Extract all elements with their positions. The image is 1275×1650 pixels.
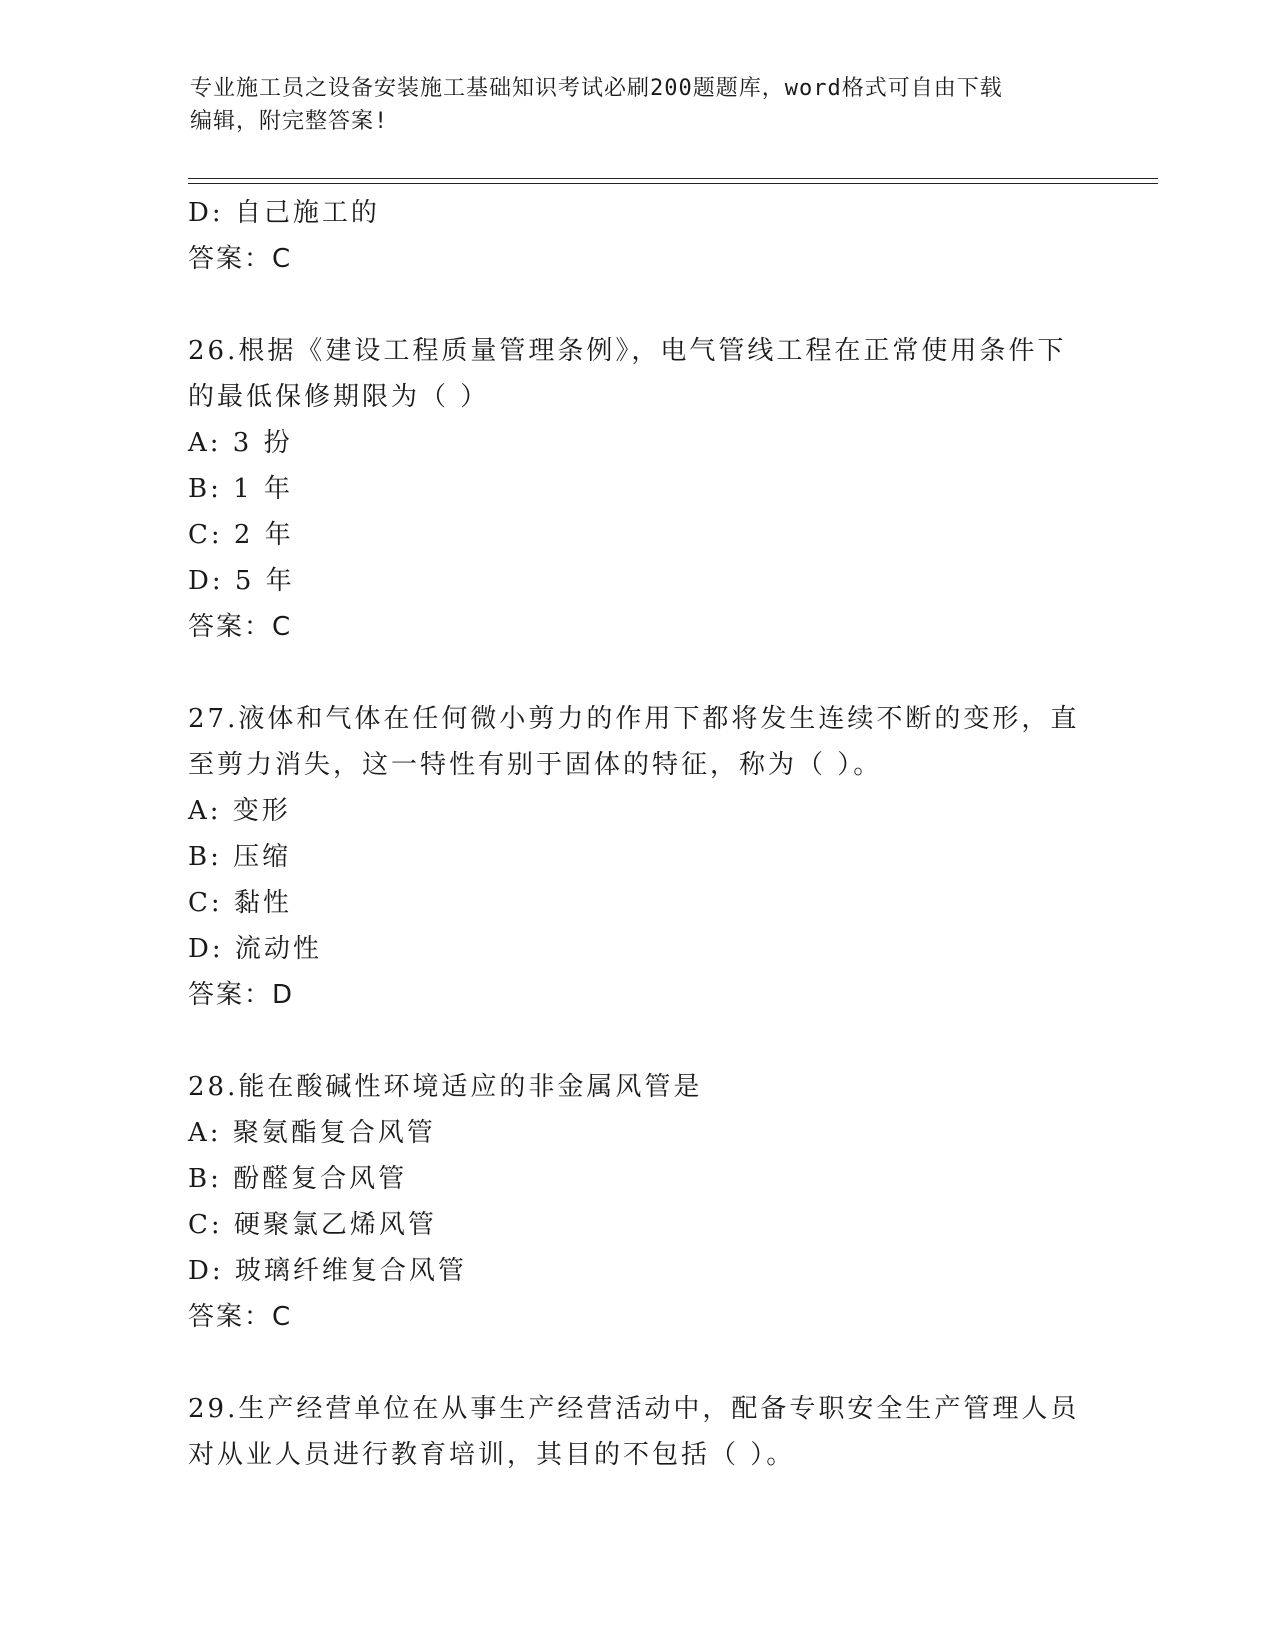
option-b: B: 压缩 [188, 842, 292, 872]
option-c: C: 黏性 [188, 888, 292, 918]
option-d: D: 流动性 [188, 934, 322, 964]
answer-line: 答案：C [188, 1302, 293, 1332]
question-text-line-1: 27.液体和气体在任何微小剪力的作用下都将发生连续不断的变形，直 [188, 704, 1080, 734]
answer-line: 答案：D [188, 980, 295, 1010]
option-a: A: 3 扮 [188, 428, 293, 458]
option-c: C: 2 年 [188, 520, 294, 550]
option-b: B: 酚醛复合风管 [188, 1164, 408, 1194]
question-text-line-2: 至剪力消失，这一特性有别于固体的特征，称为（ ）。 [188, 750, 883, 780]
option-d: D: 自己施工的 [188, 198, 380, 228]
question-text-line-1: 26.根据《建设工程质量管理条例》，电气管线工程在正常使用条件下 [188, 336, 1067, 366]
previous-question-tail [188, 190, 1088, 282]
option-a: A: 聚氨酯复合风管 [188, 1118, 436, 1148]
header-title-line-1: 专业施工员之设备安装施工基础知识考试必刷200题题库，word格式可自由下载 [190, 76, 1003, 101]
question-text-line-1: 29.生产经营单位在从事生产经营活动中，配备专职安全生产管理人员 [188, 1394, 1080, 1424]
option-d: D: 玻璃纤维复合风管 [188, 1256, 467, 1286]
option-d: D: 5 年 [188, 566, 295, 596]
option-c: C: 硬聚氯乙烯风管 [188, 1210, 437, 1240]
question-text-line-1: 28.能在酸碱性环境适应的非金属风管是 [188, 1072, 703, 1102]
header-divider-bottom [188, 183, 1158, 184]
question-26 [188, 328, 1088, 650]
header-divider-top [188, 178, 1158, 179]
answer-line: 答案：C [188, 612, 293, 642]
document-body [188, 190, 1088, 1478]
question-text-line-2: 的最低保修期限为（ ） [188, 382, 490, 412]
document-header [190, 72, 1070, 138]
header-title-line-2: 编辑，附完整答案! [190, 109, 389, 134]
question-29 [188, 1386, 1088, 1478]
option-a: A: 变形 [188, 796, 291, 826]
option-b: B: 1 年 [188, 474, 293, 504]
question-27 [188, 696, 1088, 1018]
answer-line: 答案：C [188, 244, 293, 274]
question-text-line-2: 对从业人员进行教育培训，其目的不包括（ ）。 [188, 1440, 796, 1470]
question-28 [188, 1064, 1088, 1340]
